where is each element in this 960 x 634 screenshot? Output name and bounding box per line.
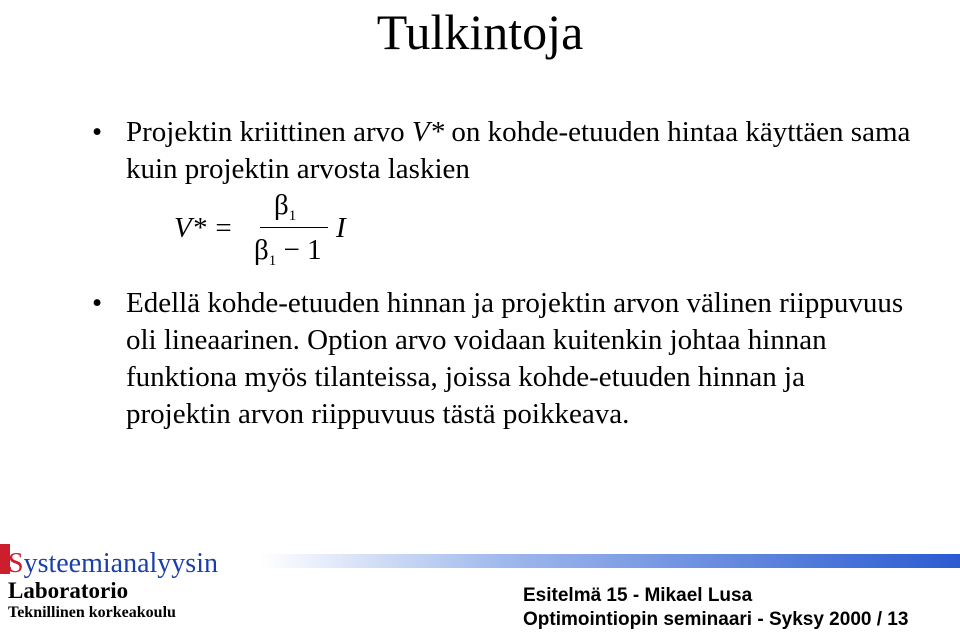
seminar-page-info: Optimointiopin seminaari - Syksy 2000 / 13 — [523, 609, 909, 630]
bullet-text: Projektin kriittinen arvo V* on kohde-etuuden hintaa käyttäen sama kuin projektin arvosta laskien — [126, 116, 911, 185]
variable-v-star: V* — [411, 116, 445, 148]
critical-value-equation — [174, 190, 374, 274]
university-name: Teknillinen korkeakoulu — [8, 604, 176, 621]
equation-denominator: $\beta_1 - 1$ — [254, 234, 322, 269]
slide-title: Tulkintoja — [376, 4, 584, 60]
organization-line2: Laboratorio — [8, 578, 129, 603]
footer-gradient-stripe — [260, 554, 960, 568]
bullet-dot: • — [92, 287, 103, 319]
equation-rhs: I — [336, 212, 346, 244]
presentation-author: Esitelmä 15 - Mikael Lusa — [523, 585, 753, 606]
bullet-text: Edellä kohde-etuuden hinnan ja projektin arvon välinen riippuvuus oli lineaarinen. Option arvo voidaan kuitenkin johtaa hinnan funktiona myös tilanteissa, joissa kohde-etuuden hinnan ja projektin arvon riippuvuus tästä poikkeava. — [126, 287, 904, 430]
organization-name: Systeemianalyysin — [8, 548, 218, 579]
equation-numerator: $\beta_1$ — [274, 189, 297, 224]
equation-lhs: V* = — [174, 212, 234, 244]
bullet-dot: • — [92, 116, 103, 148]
fraction-bar — [260, 227, 328, 228]
